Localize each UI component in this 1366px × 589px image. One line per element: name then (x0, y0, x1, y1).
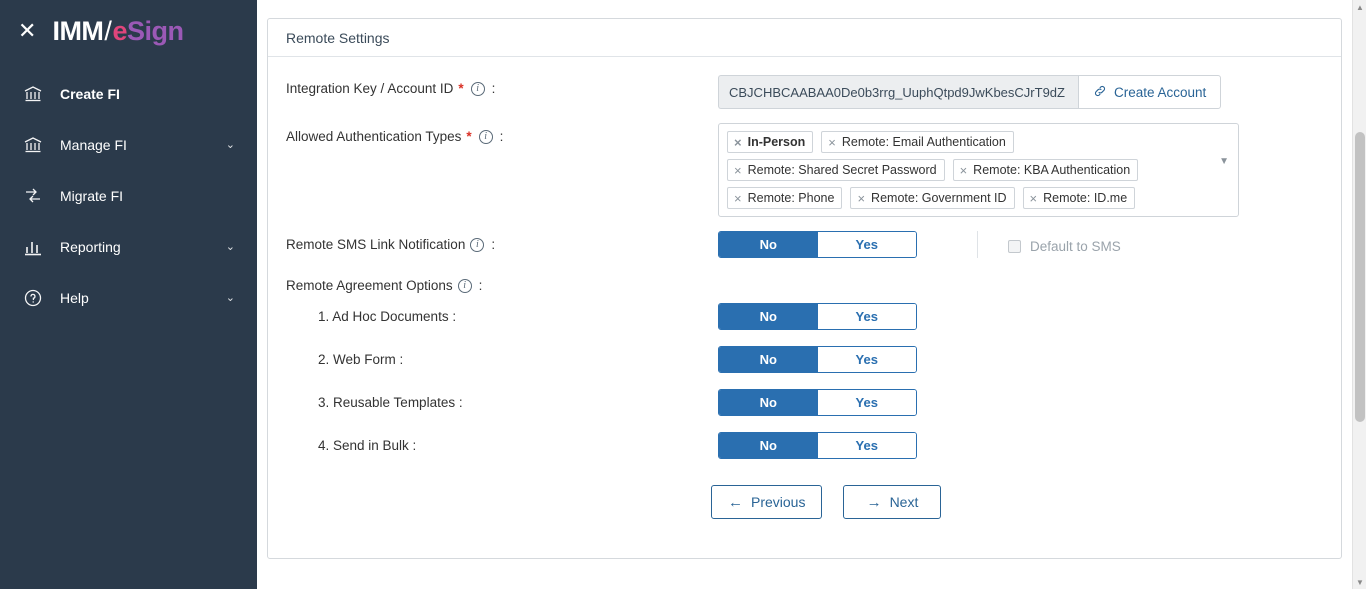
remove-icon[interactable]: × (828, 134, 836, 150)
migrate-icon (22, 185, 44, 207)
info-icon[interactable]: i (470, 238, 484, 252)
reusable-templates-toggle[interactable] (718, 389, 917, 416)
info-icon[interactable]: i (458, 279, 472, 293)
scroll-down-icon[interactable]: ▼ (1356, 577, 1364, 587)
bank-icon (22, 83, 44, 105)
link-external-icon (1093, 84, 1107, 101)
previous-button-label: Previous (751, 494, 806, 510)
reusable-templates-label: 3. Reusable Templates : (318, 395, 463, 410)
chevron-down-icon[interactable]: ⌄ (225, 292, 235, 304)
token-label: Remote: Phone (747, 191, 835, 205)
auth-types-multiselect[interactable] (718, 123, 1239, 217)
question-circle-icon (22, 287, 44, 309)
app-logo (52, 16, 183, 47)
token-label: Remote: Government ID (871, 191, 1007, 205)
sidebar-item-label: Reporting (60, 238, 121, 255)
toggle-no-option[interactable]: No (719, 390, 818, 415)
scrollbar-thumb[interactable] (1355, 132, 1365, 422)
create-account-label: Create Account (1114, 84, 1207, 100)
agreement-options-label-text: Remote Agreement Options (286, 278, 453, 293)
required-marker: * (458, 81, 464, 96)
logo-text-slash: / (104, 15, 112, 46)
reusable-templates-row (286, 389, 1321, 416)
sms-notification-label-text: Remote SMS Link Notification (286, 237, 466, 252)
logo-text-sign: Sign (126, 15, 184, 46)
page-scrollbar[interactable] (1352, 0, 1366, 589)
token-label: Remote: Shared Secret Password (747, 163, 937, 177)
remove-icon[interactable]: × (734, 190, 742, 206)
label-colon: : (499, 129, 504, 144)
main-content (257, 0, 1366, 589)
sidebar-nav (0, 68, 257, 323)
required-marker: * (466, 129, 472, 144)
sidebar-item-label: Manage FI (60, 136, 127, 153)
chart-bar-icon (22, 236, 44, 258)
ad-hoc-documents-toggle[interactable] (718, 303, 917, 330)
arrow-right-icon: → (866, 493, 882, 511)
chevron-down-icon[interactable]: ▼ (1219, 156, 1229, 167)
sidebar-item-create-fi[interactable] (0, 68, 257, 119)
sidebar-item-migrate-fi[interactable] (0, 170, 257, 221)
token-shared-secret (727, 159, 945, 181)
toggle-yes-option[interactable]: Yes (818, 347, 917, 372)
sms-notification-label (286, 231, 718, 252)
default-to-sms-label: Default to SMS (1030, 239, 1121, 254)
sidebar (0, 0, 257, 589)
web-form-label: 2. Web Form : (318, 352, 404, 367)
building-icon (22, 134, 44, 156)
sms-notification-row (286, 231, 1321, 258)
label-colon: : (491, 81, 496, 96)
default-to-sms-group (977, 231, 1121, 258)
auth-types-label-text: Allowed Authentication Types (286, 129, 462, 144)
ad-hoc-documents-row (286, 303, 1321, 330)
logo-text-e: e (112, 15, 127, 46)
toggle-no-option[interactable]: No (719, 347, 818, 372)
sidebar-item-help[interactable] (0, 272, 257, 323)
remove-icon[interactable]: × (734, 134, 742, 150)
card-header (268, 19, 1341, 57)
token-label: In-Person (747, 135, 806, 149)
wizard-navigation (711, 485, 1321, 519)
token-label: Remote: KBA Authentication (973, 163, 1131, 177)
token-in-person (727, 131, 813, 153)
sms-notification-toggle[interactable] (718, 231, 917, 258)
auth-types-label (286, 123, 718, 144)
auth-types-row (286, 123, 1321, 217)
remove-icon[interactable]: × (734, 162, 742, 178)
send-in-bulk-label: 4. Send in Bulk : (318, 438, 417, 453)
toggle-yes-option[interactable]: Yes (818, 433, 917, 458)
remote-settings-card (267, 18, 1342, 559)
arrow-left-icon: ← (728, 493, 743, 511)
integration-key-input[interactable]: CBJCHBCAABAA0De0b3rrg_UuphQtpd9JwKbesCJrT9dZ (718, 75, 1078, 109)
chevron-down-icon[interactable]: ⌄ (225, 241, 235, 253)
create-account-button[interactable] (1078, 75, 1221, 109)
agreement-options-label (286, 272, 718, 293)
toggle-no-option[interactable]: No (719, 433, 818, 458)
agreement-options-row (286, 272, 1321, 293)
card-body (268, 57, 1341, 519)
token-id-me (1023, 187, 1136, 209)
sidebar-item-manage-fi[interactable] (0, 119, 257, 170)
remove-icon[interactable]: × (857, 190, 866, 206)
token-government-id (850, 187, 1014, 209)
toggle-no-option[interactable]: No (719, 304, 818, 329)
integration-key-label (286, 75, 718, 96)
token-label: Remote: Email Authentication (841, 135, 1006, 149)
scroll-up-icon[interactable]: ▲ (1356, 2, 1364, 12)
page-title: Remote Settings (286, 29, 390, 46)
web-form-toggle[interactable] (718, 346, 917, 373)
sidebar-item-label: Help (60, 289, 89, 306)
info-icon[interactable]: i (479, 130, 493, 144)
ad-hoc-documents-label: 1. Ad Hoc Documents : (318, 309, 457, 324)
remove-icon[interactable]: × (1029, 190, 1038, 206)
integration-key-row (286, 75, 1321, 109)
send-in-bulk-row (286, 432, 1321, 459)
token-email-auth (821, 131, 1014, 153)
sidebar-item-label: Create FI (60, 85, 120, 102)
logo-text-imm: IMM (52, 15, 104, 46)
toggle-yes-option[interactable]: Yes (818, 232, 917, 257)
label-colon: : (491, 237, 496, 252)
next-button-label: Next (889, 494, 919, 510)
toggle-yes-option[interactable]: Yes (818, 390, 917, 415)
integration-key-group (718, 75, 1221, 109)
integration-key-label-text: Integration Key / Account ID (286, 81, 454, 96)
toggle-no-option[interactable]: No (719, 232, 818, 257)
token-label: Remote: ID.me (1043, 191, 1128, 205)
previous-button[interactable] (711, 485, 822, 519)
default-to-sms-checkbox[interactable] (1008, 240, 1021, 253)
token-phone (727, 187, 842, 209)
remove-icon[interactable]: × (959, 162, 968, 178)
chevron-down-icon[interactable]: ⌄ (225, 139, 235, 151)
sidebar-item-reporting[interactable] (0, 221, 257, 272)
toggle-yes-option[interactable]: Yes (818, 304, 917, 329)
brand-bar (0, 0, 257, 62)
next-button[interactable] (843, 485, 941, 519)
close-icon[interactable]: ✕ (18, 18, 37, 43)
info-icon[interactable]: i (471, 82, 485, 96)
token-kba-auth (953, 159, 1139, 181)
send-in-bulk-toggle[interactable] (718, 432, 917, 459)
label-colon: : (478, 278, 483, 293)
web-form-row (286, 346, 1321, 373)
sidebar-item-label: Migrate FI (60, 187, 124, 204)
